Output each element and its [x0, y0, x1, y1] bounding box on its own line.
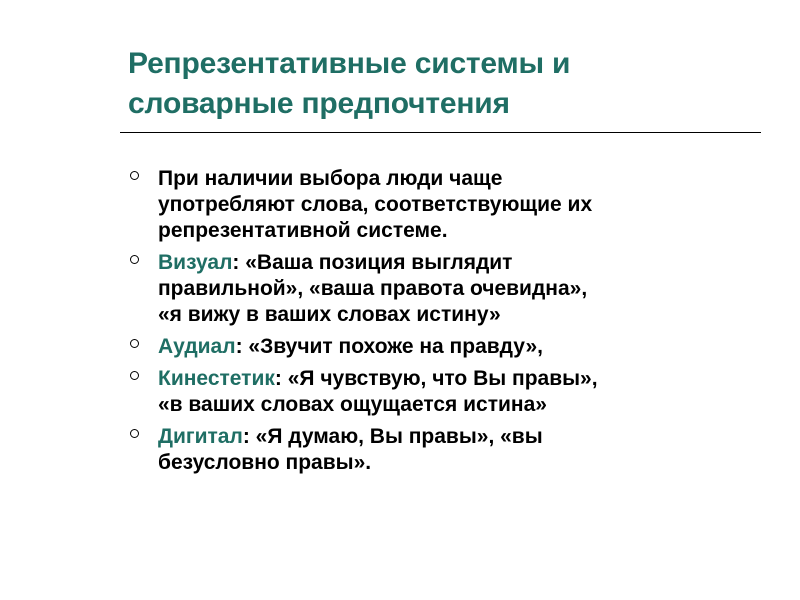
bullet-text: При наличии выбора люди чаще: [158, 167, 503, 190]
bullet-text: репрезентативной системе.: [158, 219, 448, 242]
bullet-line: [158, 218, 778, 244]
bullet-line: [158, 424, 778, 450]
bullet-item: [128, 424, 778, 476]
slide-title: [128, 44, 768, 124]
bullet-text: употребляют слова, соответствующие их: [158, 193, 593, 216]
bullet-term: Кинестетик: [158, 367, 275, 390]
bullet-line: [158, 166, 778, 192]
bullet-text: : «Я думаю, Вы правы», «вы: [242, 425, 543, 448]
bullet-line: [158, 192, 778, 218]
bullet-text: безусловно правы».: [158, 451, 372, 474]
bullet-term: Аудиал: [158, 335, 236, 358]
bullet-line: [158, 302, 778, 328]
bullet-text: правильной», «ваша правота очевидна»,: [158, 277, 588, 300]
bullet-line: [158, 450, 778, 476]
bullet-text: : «Звучит похоже на правду»,: [235, 335, 543, 358]
bullet-term: Дигитал: [158, 425, 243, 448]
bullet-line: [158, 392, 778, 418]
bullet-line: [158, 334, 778, 360]
bullet-item: [128, 250, 778, 328]
title-line: словарные предпочтения: [128, 87, 510, 120]
circle-bullet-icon: [130, 255, 139, 264]
circle-bullet-icon: [130, 171, 139, 180]
bullet-list: [128, 166, 778, 482]
title-divider: [120, 132, 761, 133]
bullet-text: : «Я чувствую, что Вы правы»,: [274, 367, 598, 390]
bullet-item: [128, 334, 778, 360]
title-line: Репрезентативные системы и: [128, 47, 571, 80]
bullet-line: [158, 276, 778, 302]
circle-bullet-icon: [130, 371, 139, 380]
circle-bullet-icon: [130, 339, 139, 348]
bullet-item: [128, 166, 778, 244]
bullet-text: : «Ваша позиция выглядит: [232, 251, 513, 274]
bullet-text: «в ваших словах ощущается истина»: [158, 393, 547, 416]
circle-bullet-icon: [130, 429, 139, 438]
bullet-item: [128, 366, 778, 418]
bullet-text: «я вижу в ваших словах истину»: [158, 303, 501, 326]
bullet-line: [158, 366, 778, 392]
bullet-line: [158, 250, 778, 276]
bullet-term: Визуал: [158, 251, 233, 274]
